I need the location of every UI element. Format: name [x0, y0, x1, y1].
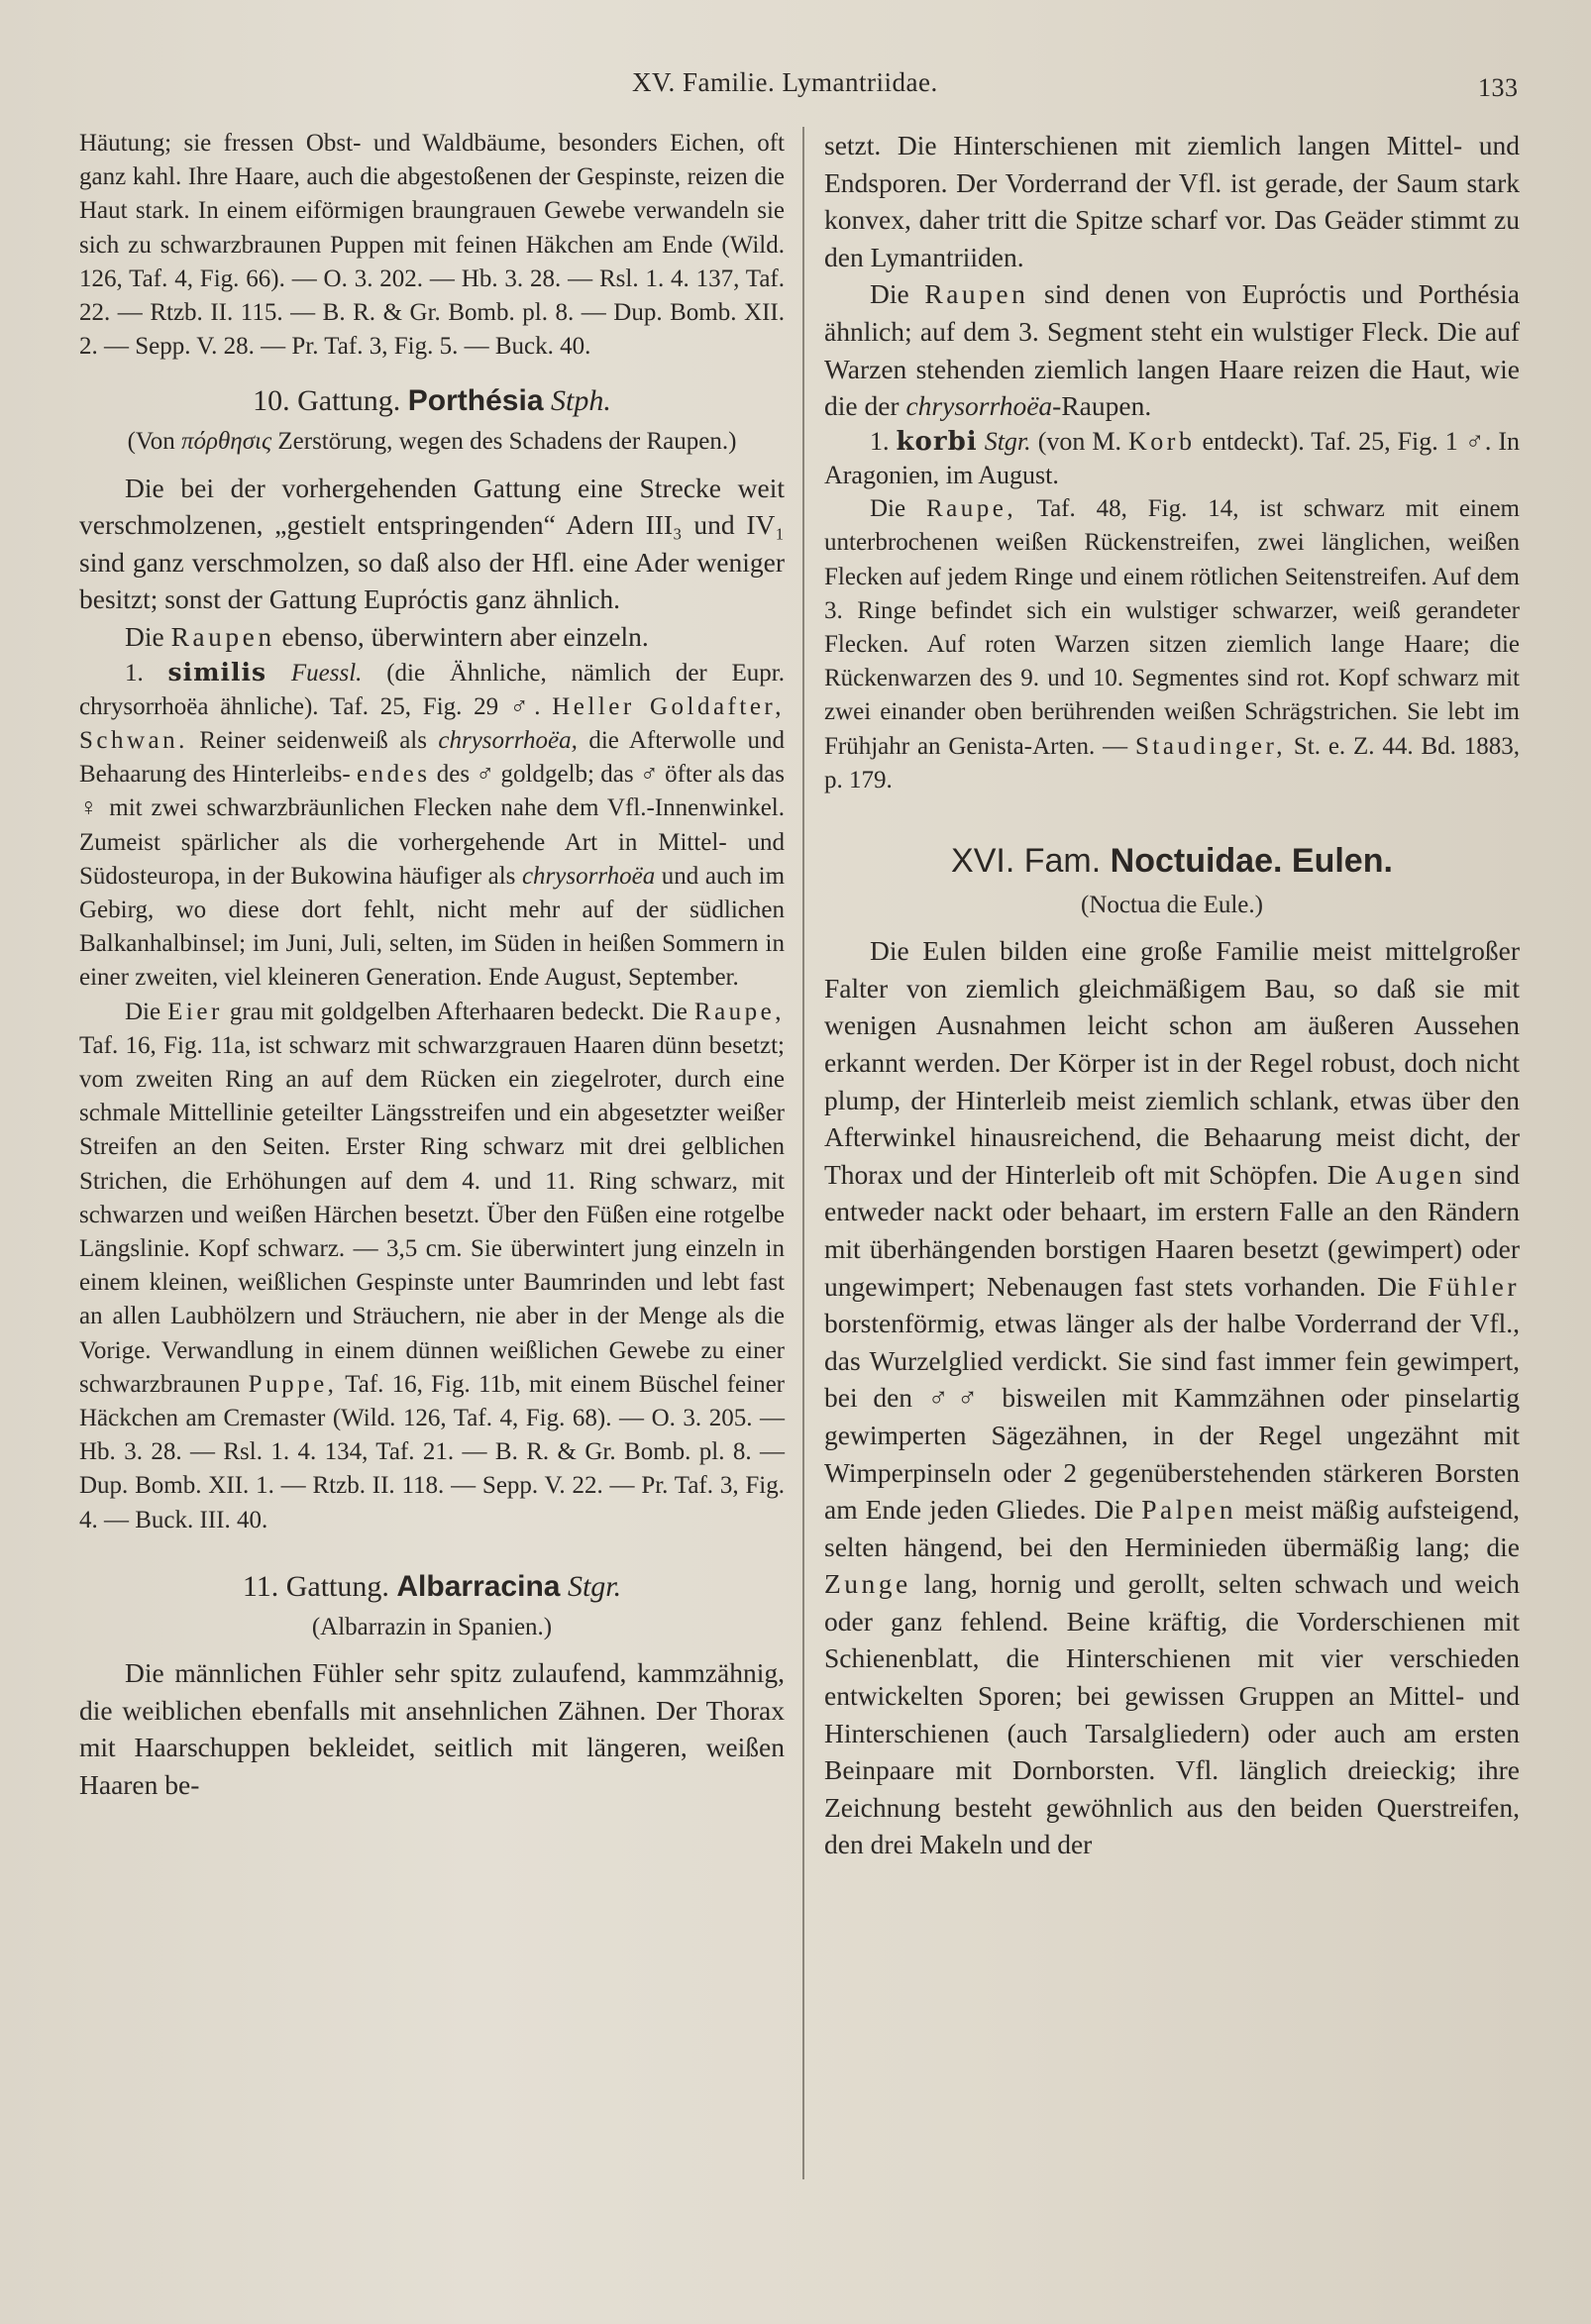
species-entry: [79, 656, 785, 996]
spacer: [79, 460, 785, 470]
species-author: Fuessl.: [290, 659, 363, 687]
text-run: grau mit goldgelben Afterhaaren bedeckt. Die: [229, 998, 688, 1025]
page-number: 133: [1478, 73, 1519, 102]
text-run: Die Eulen bilden eine große Familie meist mittelgroßer Falter von ziemlich gleichmäßigem Bau, so daß sie mit wenigen Ausnahmen leicht schon am äußeren Aussehen erkannt werden. Der Körper ist in der Regel robust, doch nicht plump, der Hinterleib meist ziemlich schlank, etwas über den Afterwinkel hinausreichend, die Behaarung meist dicht, der Thorax und der Hinterleib oft mit Schöpfen. Die: [824, 935, 1520, 1190]
etymology: (Albarrazin in Spanien.): [311, 1613, 553, 1640]
text-run: St. e. Z. 44. Bd. 1883, p. 179.: [824, 732, 1521, 793]
text-run: Die: [870, 278, 909, 310]
genus-prefix: 10. Gattung.: [253, 384, 401, 418]
etymology: (Noctua die Eule.): [1081, 891, 1263, 918]
italic-term: chrysorrhoëa: [521, 862, 656, 890]
text-run: Die: [870, 495, 906, 523]
text-run: Taf. 16, Fig. 11a, ist schwarz mit schwarzgrauen Haaren dünn besetzt; vom zweiten Ring an auf dem Rücken ein ziegelroter, durch eine schmale Mittellinie geteilter Längsstreifen und ein abgesetzter weißer Streifen an den Seiten. Erster Ring schwarz mit drei gelblichen Strichen, die Erhöhungen auf dem 4. und 11. Ring schwarz, mit schwarzen und weißen Härchen besetzt. Über den Füßen eine rotgelbe Längslinie. Kopf schwarz. — 3,5 cm. Sie überwintert jung einzeln in einem kleinen, weißlichen Gespinste unter Baumrinden und lebt fast an allen Laubhölzern und Sträuchern, nie aber in der Menge als die Vorige. Verwandlung in einem dünnen weißlichen Gewebe zu einer schwarzbraunen: [79, 1031, 785, 1398]
etymology: [79, 425, 785, 459]
text-run: Die: [125, 621, 164, 652]
spaced-term: Raupe,: [693, 998, 786, 1025]
paragraph: [79, 618, 785, 656]
genus-name: Porthésia: [407, 384, 544, 418]
spaced-term: Staudinger,: [1134, 732, 1287, 760]
text-run: Reiner seidenweiß als: [199, 727, 427, 754]
genus-author: Stgr.: [567, 1569, 622, 1603]
paragraph: [824, 275, 1520, 424]
family-common-name: Eulen.: [1291, 841, 1393, 880]
text-run: -Raupen.: [1052, 390, 1152, 422]
species-number: 1.: [870, 426, 890, 456]
spaced-term: Augen: [1375, 1158, 1466, 1190]
text-run: (von M.: [1037, 426, 1121, 456]
genus-prefix: 11. Gattung.: [242, 1569, 389, 1603]
paragraph: Die männlichen Fühler sehr spitz zulaufend, kammzähnig, die weiblichen ebenfalls mit ansehnlichen Zähnen. Der Thorax mit Haarschuppen bekleidet, seitlich mit längeren, weißen Haaren be-: [79, 1657, 785, 1800]
etymology-text: (Von: [127, 428, 175, 456]
family-name: Noctuidae.: [1110, 841, 1283, 880]
text-run: und auch im Gebirg, wo diese dort fehlt, nicht mehr auf der südlichen Balkanhalbinsel; im Juni, Juli, selten, im Süden in heißen Sommern in einer zweiten, viel kleineren Generation. Ende August, September.: [79, 862, 786, 992]
text-run: entdeckt). Taf. 25, Fig. 1 ♂. In Aragonien, im August.: [824, 426, 1521, 489]
spaced-term: Eier: [167, 998, 223, 1025]
spaced-term: Raupen: [170, 621, 275, 652]
spaced-term: Korb: [1128, 426, 1196, 456]
text-run: meist mäßig aufsteigend, selten hängend, bei den Herminieden übermäßig lang; die: [824, 1494, 1521, 1562]
species-number: 1.: [125, 659, 144, 687]
italic-term: chrysorrhoëa: [905, 390, 1053, 422]
text-run: Taf. 48, Fig. 14, ist schwarz mit einem unterbrochenen weißen Rückenstreifen, zwei länglichen, weißen Flecken auf jedem Ringe und einem rötlichen Seitenstreifen. Auf dem 3. Ringe befindet sich ein wulstiger schwarzer, weiß gerandeter Flecken. Auf roten Warzen sitzen ziemlich lange Haare; die Rückenwarzen des 9. und 10. Segmentes sind rot. Kopf schwarz mit zwei einander oben berührenden weißen Schrägstrichen. Sie lebt im Frühjahr an Genista-Arten. —: [824, 495, 1520, 760]
family-prefix: XVI. Fam.: [951, 841, 1102, 880]
spaced-term: Palpen: [1141, 1494, 1237, 1526]
paragraph: setzt. Die Hinterschienen mit ziemlich langen Mittel- und Endsporen. Der Vorderrand der Vfl. ist gerade, der Saum stark konvex, daher tritt die Spitze scharf vor. Das Geäder stimmt zu den Lymantriiden.: [824, 130, 1520, 272]
text-run: die Afterwolle und Behaarung des Hinterleibs-: [79, 727, 786, 789]
genus-heading: [79, 1567, 785, 1607]
page-header: [0, 63, 1591, 103]
column-divider: [802, 127, 804, 2179]
paragraph: [824, 492, 1520, 797]
genus-heading: [79, 381, 785, 421]
species-name: korbi: [896, 426, 978, 457]
species-name: similis: [167, 657, 267, 687]
paragraph: Häutung; sie fressen Obst- und Waldbäume, besonders Eichen, oft ganz kahl. Ihre Haare, auch die abgestoßenen der Gespinste, reizen die Haut stark. In einem eiförmigen braungrauen Gewebe verwandeln sie sich zu schwarzbraunen Puppen mit feinen Häkchen am Ende (Wild. 126, Taf. 4, Fig. 66). — O. 3. 202. — Hb. 3. 28. — Rsl. 1. 4. 137, Taf. 22. — Rtzb. II. 115. — B. R. & Gr. Bomb. pl. 8. — Dup. Bomb. XII. 2. — Sepp. V. 28. — Pr. Taf. 3, Fig. 5. — Buck. 40.: [79, 130, 785, 361]
text-run: des ♂ goldgelb; das ♂ öfter als das ♀ mit zwei schwarzbräunlichen Flecken nahe dem Vfl.-Innenwinkel. Zumeist spärlicher als die vorhergehende Art in Mittel- und Südosteuropa, in der Bukowina häufiger als: [79, 761, 786, 890]
text-run: Die: [125, 998, 161, 1025]
spaced-term: Raupe,: [926, 495, 1017, 523]
text-run: lang, hornig und gerollt, selten schwach und weich oder ganz fehlend. Beine kräftig, die Vorderschienen mit Schienenblatt, die Hinterschienen mit vier verschieden entwickelten Sporen; bei gewissen Gruppen an Mittel- und Hinterschienen (auch Tarsalgliedern) oder auch am ersten Beinpaare mit Dornborsten. Vfl. länglich dreieckig; ihre Zeichnung besteht gewöhnlich aus den beiden Querstreifen, den drei Makeln und der: [824, 1568, 1520, 1860]
spacer: [79, 1644, 785, 1654]
paragraph: Die bei der vorhergehenden Gattung eine Strecke weit verschmolzenen, „gestielt entspringenden“ Adern III₃ und IV₁ sind ganz verschmolzen, so daß also der Hfl. eine Ader weniger besitzt; sonst der Gattung Euprόctis ganz ähnlich.: [79, 472, 785, 615]
genus-name: Albarracina: [396, 1569, 561, 1603]
spaced-term: endes: [357, 761, 431, 789]
species-author: Stgr.: [984, 426, 1031, 456]
spaced-term: Puppe,: [248, 1370, 338, 1398]
left-column: [79, 127, 785, 2284]
text-run: sind denen von Euprόctis und Porthésia ähnlich; auf dem 3. Segment steht ein wulstiger Fleck. Die auf Warzen stehenden ziemlich langen Haare reizen die Haut, wie die der: [824, 278, 1521, 422]
right-column: [824, 127, 1520, 2284]
text-run: sind entweder nackt oder behaart, im erstern Falle an den Rändern mit überhängenden borstigen Haaren besetzt (gewimpert) oder ungewimpert; Nebenaugen fast stets vorhanden. Die: [824, 1158, 1521, 1302]
etymology-text: Zerstörung, wegen des Schadens der Raupen.): [277, 428, 737, 456]
text-run: Taf. 16, Fig. 11b, mit einem Büschel feiner Häckchen am Cremaster (Wild. 126, Taf. 4, Fig. 68). — O. 3. 205. — Hb. 3. 28. — Rsl. 1. 4. 134, Taf. 21. — B. R. & Gr. Bomb. pl. 8. — Dup. Bomb. XII. 1. — Rtzb. II. 118. — Sepp. V. 22. — Pr. Taf. 3, Fig. 4. — Buck. III. 40.: [79, 1370, 786, 1533]
species-entry: [824, 425, 1520, 492]
common-name: Heller Goldafter, Schwan.: [79, 692, 785, 754]
spaced-term: Raupen: [924, 278, 1029, 310]
greek-word: πόρθησις: [180, 428, 272, 456]
text-run: (die Ähnliche, nämlich der Eupr. chrysorrhoëa ähnliche). Taf. 25, Fig. 29 ♂.: [79, 659, 785, 720]
italic-term: chrysorrhoëa,: [438, 727, 578, 754]
spaced-term: Fühler: [1428, 1270, 1521, 1302]
spacer: [824, 922, 1520, 932]
spaced-term: Zunge: [824, 1568, 911, 1600]
genus-author: Stph.: [551, 384, 611, 418]
paragraph: [824, 932, 1520, 1863]
running-title: XV. Familie. Lymantriidae.: [632, 67, 938, 97]
paragraph: [79, 996, 785, 1537]
family-heading: [824, 839, 1520, 883]
text-run: borstenförmig, etwas länger als der halbe Vorderrand der Vfl., das Wurzelglied verdickt. Sie sind fast immer fein gewimpert, bei den ♂♂ bisweilen mit Kammzähnen oder pinselartig gewimperten Sägezähnen, in der Regel ungezähnt mit Wimperpinseln oder 2 gegenüberstehenden stärkeren Borsten am Ende jeden Gliedes. Die: [824, 1308, 1520, 1526]
text-run: ebenso, überwintern aber einzeln.: [281, 621, 649, 652]
